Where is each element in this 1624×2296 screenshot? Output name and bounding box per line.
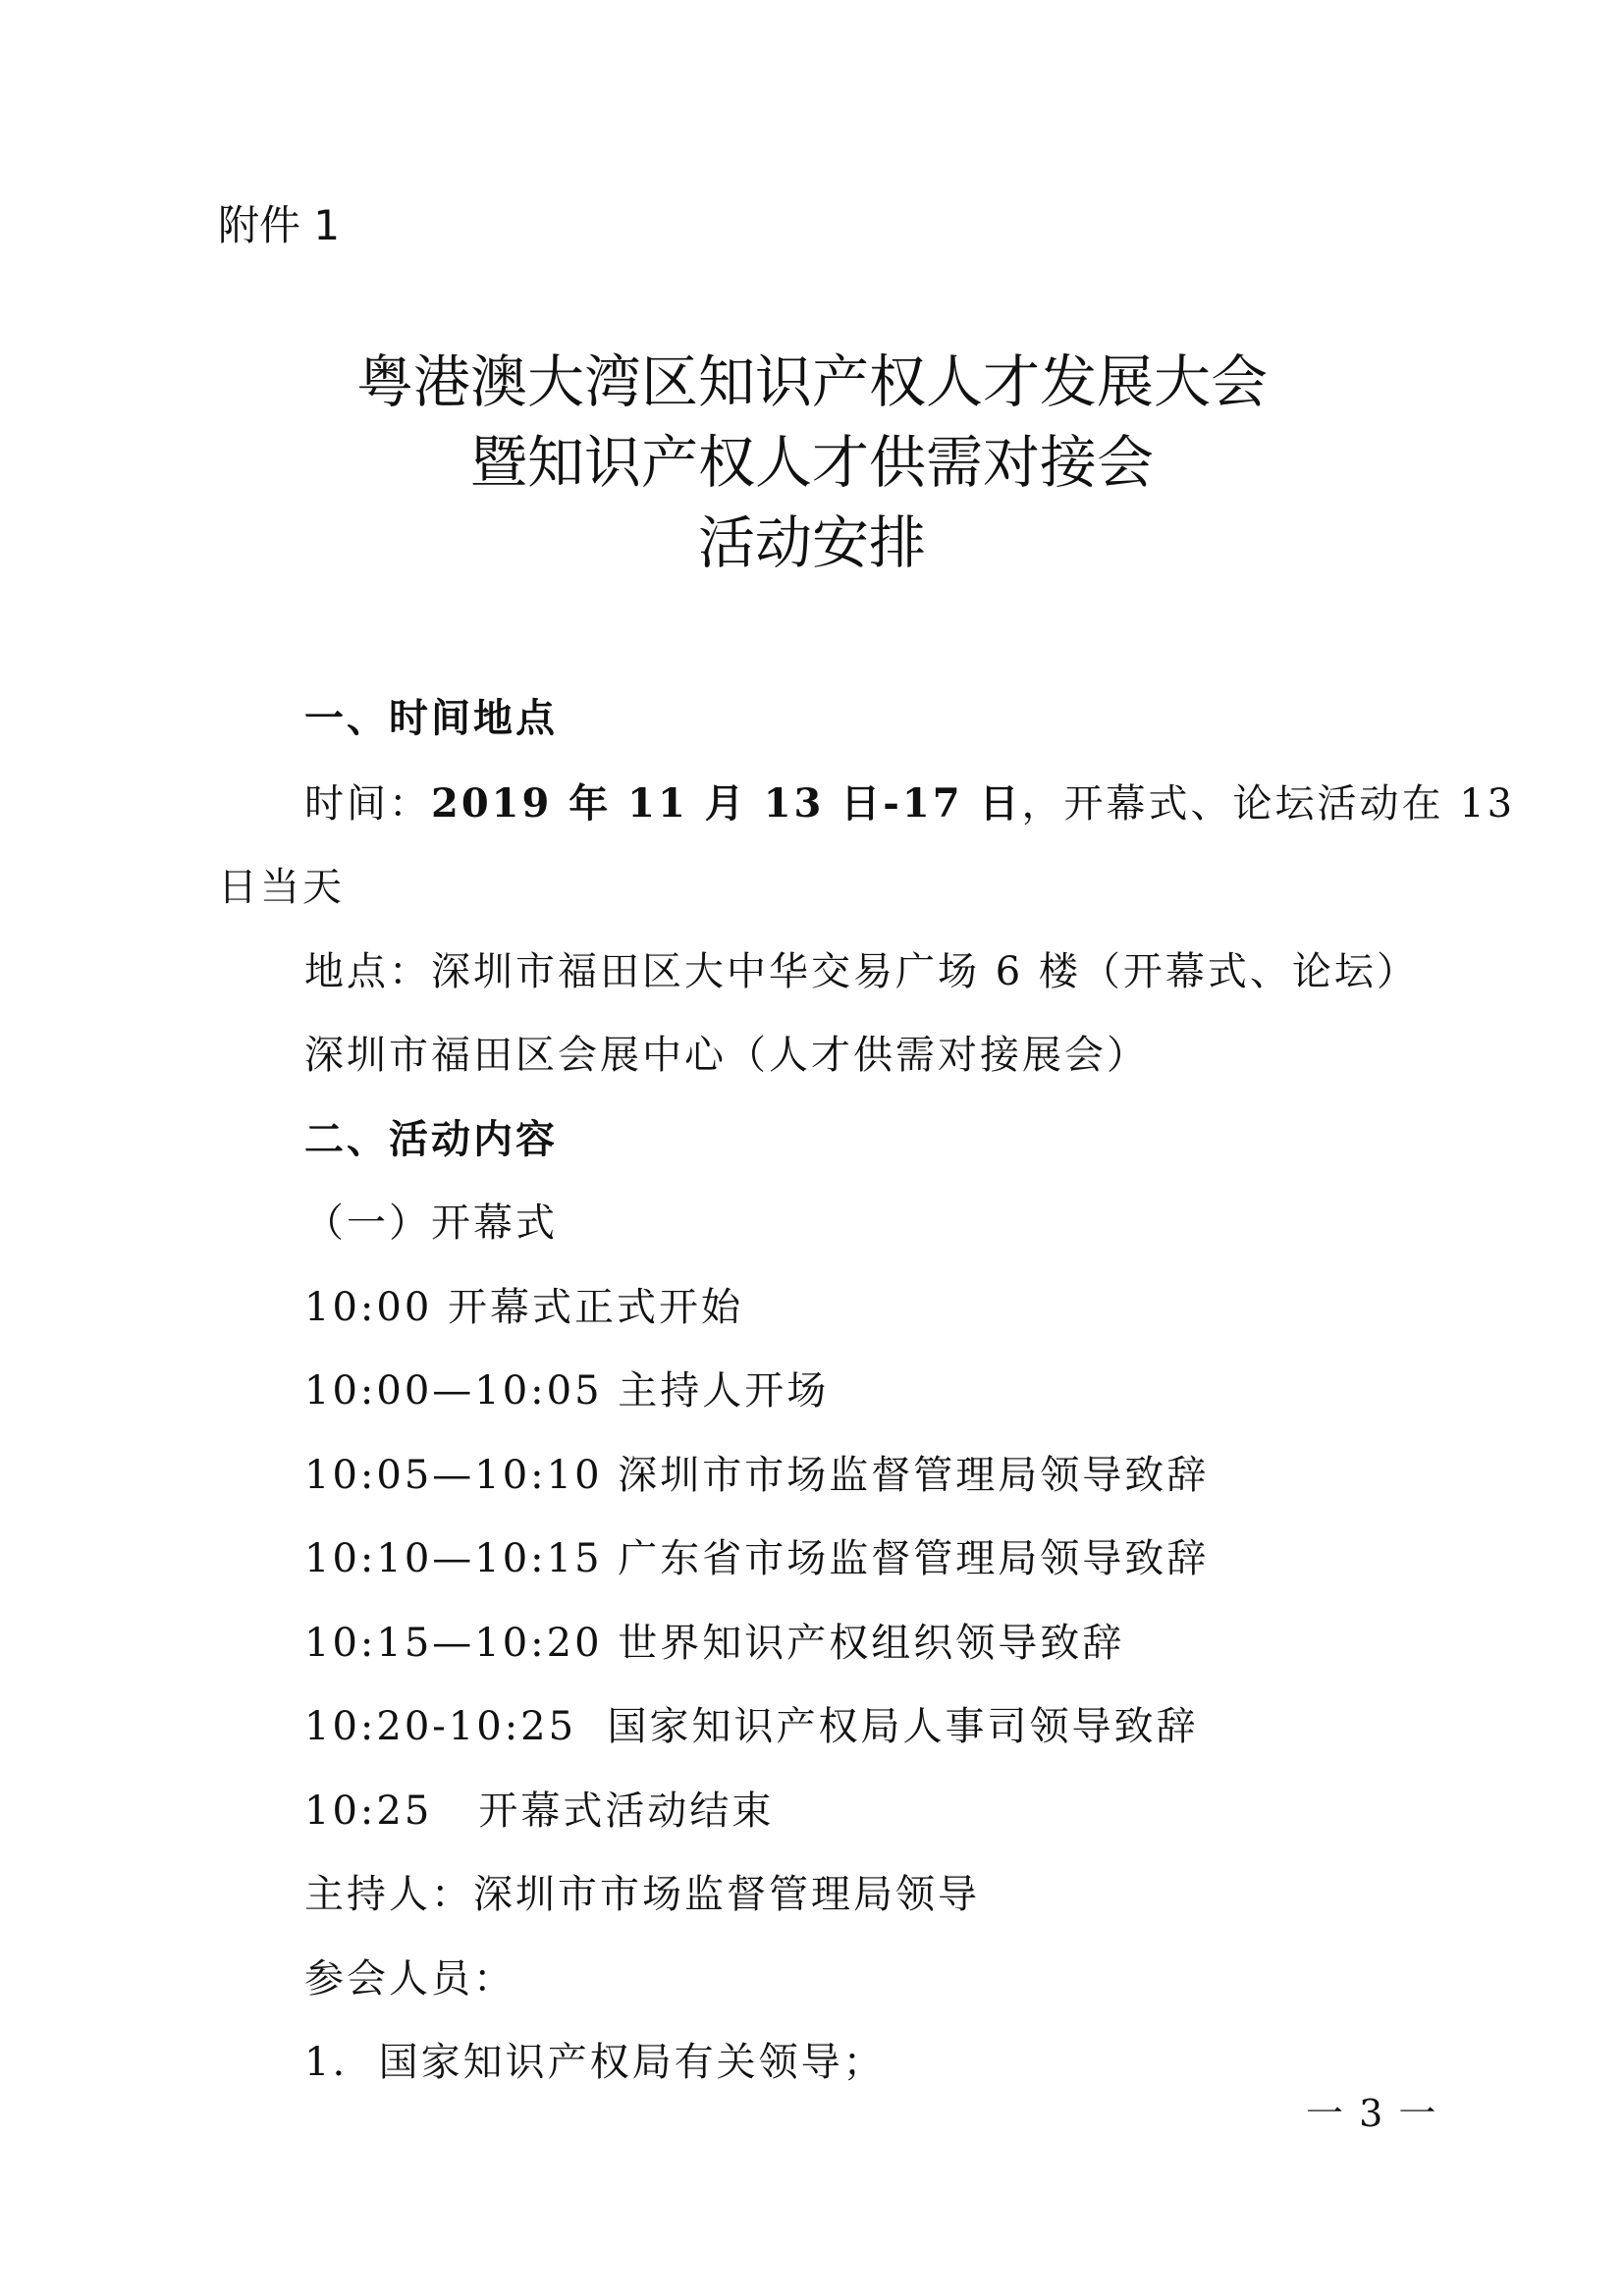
time-label: 时间： (304, 780, 431, 827)
schedule-item: 10:25 开幕式活动结束 (304, 1788, 775, 1834)
document-title (0, 342, 1624, 583)
place-line-1: 地点：深圳市福田区大中华交易广场 6 楼（开幕式、论坛） (304, 948, 1419, 994)
sub-heading-opening: （一）开幕式 (304, 1201, 558, 1246)
host-line: 主持人：深圳市市场监督管理局领导 (304, 1872, 980, 1917)
place-line-2: 深圳市福田区会展中心（人才供需对接展会） (304, 1033, 1149, 1078)
time-value: 2019 年 11 月 13 日-17 日 (431, 779, 1022, 827)
schedule-item: 10:00—10:05 主持人开场 (304, 1368, 830, 1414)
time-rest-a: ，开幕式、论坛活动在 13 (1021, 780, 1516, 827)
schedule-item: 10:00 开幕式正式开始 (304, 1284, 743, 1330)
time-paragraph (218, 762, 1516, 847)
schedule-item: 10:05—10:10 深圳市市场监督管理局领导致辞 (304, 1452, 1210, 1498)
schedule-item: 10:20-10:25 国家知识产权局人事司领导致辞 (304, 1704, 1199, 1749)
title-line-1: 粤港澳大湾区知识产权人才发展大会 (355, 348, 1268, 415)
schedule-item: 10:15—10:20 世界知识产权组织领导致辞 (304, 1620, 1125, 1666)
attendee-item: 1. 国家知识产权局有关领导； (304, 2040, 886, 2085)
title-line-3: 活动安排 (697, 509, 926, 576)
document-body (218, 677, 1516, 2106)
section-heading-time-place: 一、时间地点 (304, 696, 558, 741)
section-heading-activities: 二、活动内容 (304, 1116, 558, 1162)
attendees-label: 参会人员： (304, 1955, 515, 2002)
attachment-label: 附件 1 (218, 201, 341, 249)
schedule-item: 10:10—10:15 广东省市场监督管理局领导致辞 (304, 1536, 1210, 1581)
time-paragraph-continued: 日当天 (218, 865, 345, 910)
title-line-2: 暨知识产权人才供需对接会 (469, 429, 1154, 496)
page-number: 一 3 一 (1306, 2092, 1438, 2135)
